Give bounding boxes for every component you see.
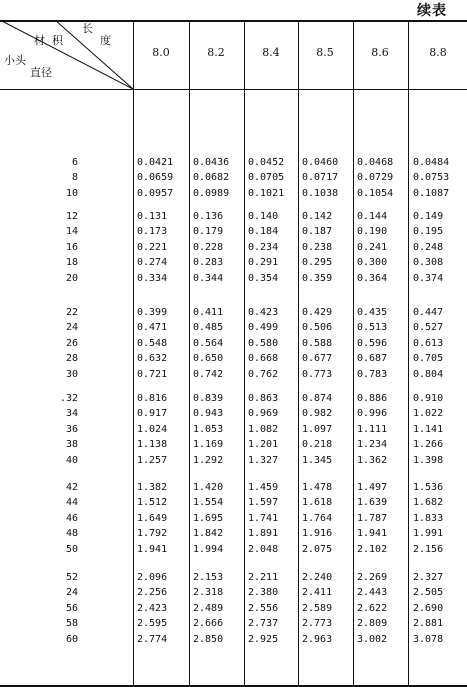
volume-cell: 0.588	[302, 337, 333, 349]
volume-cell: 2.622	[357, 602, 388, 614]
volume-cell: 1.022	[413, 408, 444, 420]
volume-cell: 2.881	[413, 618, 444, 630]
volume-cell: 0.354	[248, 272, 279, 284]
header-length-char1: 长	[82, 22, 93, 35]
diameter-cell: 58	[65, 618, 78, 630]
volume-cell: 0.613	[413, 337, 444, 349]
diameter-cell: 10	[65, 187, 78, 199]
diameter-cell: 30	[65, 368, 78, 380]
volume-cell: 2.211	[248, 572, 279, 583]
diameter-cell: 40	[65, 454, 78, 466]
volume-cell: 0.564	[193, 337, 224, 349]
header-volume: 材 积	[34, 34, 63, 47]
diameter-cell: 18	[65, 257, 78, 269]
volume-cell: 0.773	[302, 368, 333, 380]
volume-cell: 2.595	[137, 618, 168, 630]
row-group	[0, 482, 467, 559]
volume-cell: 0.580	[248, 337, 279, 349]
volume-cell: 1.201	[248, 439, 279, 451]
volume-cell: 0.0452	[248, 157, 285, 168]
volume-cell: 0.910	[413, 393, 444, 404]
row-group	[0, 211, 467, 288]
volume-cell: 0.0753	[413, 172, 450, 184]
volume-cell: 1.554	[193, 497, 224, 509]
volume-cell: 0.783	[357, 368, 388, 380]
volume-cell: 0.499	[248, 322, 279, 334]
volume-cell: 1.266	[413, 439, 444, 451]
volume-cell: 0.234	[248, 241, 279, 253]
col-header-6: 8.8	[429, 46, 447, 59]
volume-cell: 0.423	[248, 307, 279, 318]
volume-cell: 2.925	[248, 633, 279, 645]
volume-cell: 1.833	[413, 512, 444, 524]
volume-cell: 1.234	[357, 439, 388, 451]
table-row	[0, 172, 467, 187]
table-row	[0, 572, 467, 587]
diameter-cell: 14	[65, 226, 78, 238]
table-row	[0, 393, 467, 408]
volume-cell: 2.327	[413, 572, 444, 583]
volume-cell: 1.991	[413, 528, 444, 540]
table-row	[0, 307, 467, 322]
diameter-cell: 20	[65, 272, 78, 284]
volume-cell: 1.618	[302, 497, 333, 509]
volume-cell: 1.097	[302, 423, 333, 435]
volume-cell: 2.153	[193, 572, 224, 583]
volume-cell: 1.111	[357, 423, 388, 435]
volume-cell: 2.048	[248, 543, 279, 555]
continued-label: 续表	[417, 3, 447, 19]
volume-cell: 1.024	[137, 423, 168, 435]
volume-cell: 2.380	[248, 587, 279, 599]
table-row	[0, 211, 467, 226]
header-diameter: 直径	[30, 66, 52, 79]
volume-cell: 0.131	[137, 211, 168, 222]
volume-cell: 2.075	[302, 543, 333, 555]
diameter-cell: 50	[65, 543, 78, 555]
volume-cell: 0.238	[302, 241, 333, 253]
volume-cell: 1.842	[193, 528, 224, 540]
volume-cell: 0.596	[357, 337, 388, 349]
volume-cell: 0.513	[357, 322, 388, 334]
volume-cell: 0.839	[193, 393, 224, 404]
volume-cell: 1.497	[357, 482, 388, 493]
volume-cell: 0.447	[413, 307, 444, 318]
volume-cell: 2.423	[137, 602, 168, 614]
table-row	[0, 497, 467, 512]
table-row	[0, 455, 467, 470]
volume-cell: 1.257	[137, 454, 168, 466]
volume-cell: 0.721	[137, 368, 168, 380]
diameter-cell: 24	[65, 587, 78, 599]
diameter-cell: 28	[65, 353, 78, 365]
volume-cell: 1.141	[413, 423, 444, 435]
volume-cell: 1.536	[413, 482, 444, 493]
table-row	[0, 257, 467, 272]
table-row	[0, 528, 467, 543]
volume-cell: 2.256	[137, 587, 168, 599]
volume-cell: 3.078	[413, 633, 444, 645]
volume-cell: 0.187	[302, 226, 333, 238]
volume-cell: 0.0460	[302, 157, 339, 168]
table-row	[0, 482, 467, 497]
volume-cell: 0.308	[413, 257, 444, 269]
table-row	[0, 338, 467, 353]
volume-cell: 0.677	[302, 353, 333, 365]
table-row	[0, 603, 467, 618]
table-row	[0, 226, 467, 241]
volume-cell: 0.471	[137, 322, 168, 334]
volume-cell: 2.737	[248, 618, 279, 630]
volume-cell: 0.917	[137, 408, 168, 420]
table-row	[0, 513, 467, 528]
diameter-cell: .32	[59, 393, 78, 404]
diameter-cell: 34	[65, 408, 78, 420]
volume-cell: 2.156	[413, 543, 444, 555]
volume-cell: 0.1021	[248, 187, 285, 199]
volume-cell: 0.668	[248, 353, 279, 365]
volume-cell: 2.411	[302, 587, 333, 599]
volume-cell: 0.0484	[413, 157, 450, 168]
volume-cell: 2.556	[248, 602, 279, 614]
volume-cell: 0.399	[137, 307, 168, 318]
volume-table	[0, 20, 467, 687]
volume-cell: 0.943	[193, 408, 224, 420]
volume-cell: 1.649	[137, 512, 168, 524]
volume-cell: 0.221	[137, 241, 168, 253]
diameter-cell: 16	[65, 241, 78, 253]
diameter-cell: 52	[65, 572, 78, 583]
volume-cell: 0.0989	[193, 187, 230, 199]
volume-cell: 2.589	[302, 602, 333, 614]
volume-cell: 2.666	[193, 618, 224, 630]
volume-cell: 0.228	[193, 241, 224, 253]
volume-cell: 0.291	[248, 257, 279, 269]
diameter-cell: 48	[65, 528, 78, 540]
volume-cell: 1.478	[302, 482, 333, 493]
volume-cell: 0.1087	[413, 187, 450, 199]
volume-cell: 0.632	[137, 353, 168, 365]
volume-cell: 0.274	[137, 257, 168, 269]
row-group	[0, 307, 467, 384]
table-row	[0, 188, 467, 203]
volume-cell: 0.184	[248, 226, 279, 238]
volume-cell: 0.0682	[193, 172, 230, 184]
volume-cell: 0.0957	[137, 187, 174, 199]
col-header-3: 8.4	[262, 46, 280, 59]
table-row	[0, 273, 467, 288]
volume-cell: 1.764	[302, 512, 333, 524]
col-header-1: 8.0	[152, 46, 170, 59]
table-row	[0, 587, 467, 602]
table-row	[0, 157, 467, 172]
table-row	[0, 353, 467, 368]
volume-cell: 0.506	[302, 322, 333, 334]
diameter-cell: 26	[65, 337, 78, 349]
diameter-cell: 36	[65, 423, 78, 435]
volume-cell: 0.0436	[193, 157, 230, 168]
volume-cell: 1.891	[248, 528, 279, 540]
volume-cell: 0.283	[193, 257, 224, 269]
volume-cell: 1.597	[248, 497, 279, 509]
volume-cell: 0.0729	[357, 172, 394, 184]
diameter-cell: 22	[65, 307, 78, 318]
diameter-cell: 46	[65, 512, 78, 524]
volume-cell: 0.0659	[137, 172, 174, 184]
table-row	[0, 634, 467, 649]
volume-cell: 1.169	[193, 439, 224, 451]
volume-cell: 0.548	[137, 337, 168, 349]
volume-cell: 0.300	[357, 257, 388, 269]
volume-cell: 0.705	[413, 353, 444, 365]
table-row	[0, 439, 467, 454]
volume-cell: 0.241	[357, 241, 388, 253]
volume-cell: 1.362	[357, 454, 388, 466]
volume-cell: 2.240	[302, 572, 333, 583]
volume-cell: 2.774	[137, 633, 168, 645]
volume-cell: 0.1038	[302, 187, 339, 199]
volume-cell: 0.804	[413, 368, 444, 380]
volume-cell: 1.138	[137, 439, 168, 451]
volume-cell: 2.102	[357, 543, 388, 555]
volume-cell: 0.874	[302, 393, 333, 404]
volume-cell: 0.334	[137, 272, 168, 284]
volume-cell: 1.382	[137, 482, 168, 493]
header-length-char2: 度	[100, 34, 111, 47]
volume-cell: 0.742	[193, 368, 224, 380]
volume-cell: 0.485	[193, 322, 224, 334]
volume-cell: 0.364	[357, 272, 388, 284]
volume-cell: 1.053	[193, 423, 224, 435]
volume-cell: 0.179	[193, 226, 224, 238]
diameter-cell: 24	[65, 322, 78, 334]
diameter-cell: 6	[71, 157, 78, 168]
diameter-cell: 60	[65, 633, 78, 645]
volume-cell: 1.941	[357, 528, 388, 540]
volume-cell: 0.144	[357, 211, 388, 222]
volume-cell: 2.505	[413, 587, 444, 599]
table-row	[0, 242, 467, 257]
diameter-cell: 56	[65, 602, 78, 614]
volume-cell: 2.489	[193, 602, 224, 614]
volume-cell: 2.850	[193, 633, 224, 645]
volume-cell: 0.0421	[137, 157, 174, 168]
volume-cell: 0.173	[137, 226, 168, 238]
table-row	[0, 408, 467, 423]
volume-cell: 0.218	[302, 439, 333, 451]
volume-cell: 1.639	[357, 497, 388, 509]
volume-cell: 0.982	[302, 408, 333, 420]
volume-cell: 3.002	[357, 633, 388, 645]
volume-cell: 0.136	[193, 211, 224, 222]
volume-cell: 0.0468	[357, 157, 394, 168]
volume-cell: 1.512	[137, 497, 168, 509]
diameter-cell: 8	[71, 172, 78, 184]
volume-cell: 0.527	[413, 322, 444, 334]
volume-cell: 0.0705	[248, 172, 285, 184]
table-row	[0, 369, 467, 384]
volume-cell: 0.1054	[357, 187, 394, 199]
volume-cell: 1.345	[302, 454, 333, 466]
diameter-cell: 12	[65, 211, 78, 222]
volume-cell: 0.886	[357, 393, 388, 404]
volume-cell: 0.863	[248, 393, 279, 404]
volume-cell: 0.411	[193, 307, 224, 318]
col-header-5: 8.6	[371, 46, 389, 59]
volume-cell: 0.435	[357, 307, 388, 318]
volume-cell: 2.963	[302, 633, 333, 645]
volume-cell: 1.398	[413, 454, 444, 466]
volume-cell: 2.773	[302, 618, 333, 630]
volume-cell: 0.0717	[302, 172, 339, 184]
volume-cell: 2.443	[357, 587, 388, 599]
table-row	[0, 618, 467, 633]
col-header-4: 8.5	[316, 46, 334, 59]
header-small-end: 小头	[4, 54, 26, 67]
volume-cell: 0.816	[137, 393, 168, 404]
volume-cell: 1.420	[193, 482, 224, 493]
volume-cell: 0.190	[357, 226, 388, 238]
diameter-cell: 42	[65, 482, 78, 493]
volume-cell: 0.195	[413, 226, 444, 238]
volume-cell: 1.916	[302, 528, 333, 540]
volume-cell: 2.096	[137, 572, 168, 583]
volume-cell: 1.792	[137, 528, 168, 540]
volume-cell: 2.809	[357, 618, 388, 630]
volume-cell: 0.429	[302, 307, 333, 318]
volume-cell: 0.687	[357, 353, 388, 365]
volume-cell: 1.682	[413, 497, 444, 509]
volume-cell: 1.695	[193, 512, 224, 524]
volume-cell: 0.344	[193, 272, 224, 284]
table-row	[0, 322, 467, 337]
diameter-cell: 44	[65, 497, 78, 509]
volume-cell: 0.295	[302, 257, 333, 269]
table-row	[0, 544, 467, 559]
volume-cell: 0.140	[248, 211, 279, 222]
volume-cell: 1.327	[248, 454, 279, 466]
volume-cell: 1.787	[357, 512, 388, 524]
volume-cell: 0.650	[193, 353, 224, 365]
volume-cell: 2.269	[357, 572, 388, 583]
volume-cell: 1.941	[137, 543, 168, 555]
volume-cell: 0.359	[302, 272, 333, 284]
diameter-cell: 38	[65, 439, 78, 451]
volume-cell: 0.969	[248, 408, 279, 420]
volume-cell: 1.994	[193, 543, 224, 555]
volume-cell: 2.318	[193, 587, 224, 599]
row-group	[0, 572, 467, 649]
volume-cell: 1.459	[248, 482, 279, 493]
volume-cell: 0.374	[413, 272, 444, 284]
volume-cell: 0.996	[357, 408, 388, 420]
volume-cell: 0.762	[248, 368, 279, 380]
row-group	[0, 157, 467, 203]
volume-cell: 0.149	[413, 211, 444, 222]
volume-cell: 0.142	[302, 211, 333, 222]
volume-cell: 2.690	[413, 602, 444, 614]
row-group	[0, 393, 467, 470]
col-header-2: 8.2	[207, 46, 225, 59]
volume-cell: 1.741	[248, 512, 279, 524]
volume-cell: 1.082	[248, 423, 279, 435]
volume-cell: 0.248	[413, 241, 444, 253]
table-row	[0, 424, 467, 439]
volume-cell: 1.292	[193, 454, 224, 466]
